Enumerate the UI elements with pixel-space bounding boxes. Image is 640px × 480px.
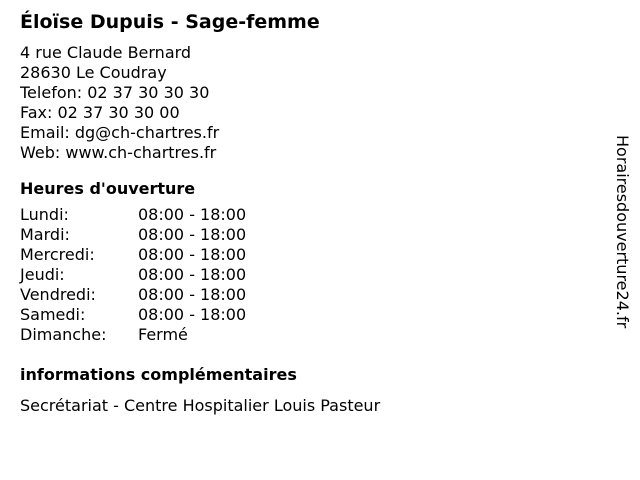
day-label: Mardi: — [20, 225, 70, 244]
time-value: 08:00 - 18:00 — [138, 305, 247, 324]
additional-info-text: Secrétariat - Centre Hospitalier Louis Pasteur — [20, 396, 381, 415]
address-city: 28630 Le Coudray — [20, 63, 167, 82]
day-label: Lundi: — [20, 205, 69, 224]
hours-row-monday — [20, 205, 600, 225]
time-value: 08:00 - 18:00 — [138, 245, 247, 264]
hours-row-friday — [20, 285, 600, 305]
hours-row-saturday — [20, 305, 600, 325]
web-text: Web: www.ch-chartres.fr — [20, 143, 217, 162]
day-label: Vendredi: — [20, 285, 96, 304]
opening-hours-table — [20, 205, 600, 345]
time-value: 08:00 - 18:00 — [138, 265, 247, 284]
fax-text: Fax: 02 37 30 30 00 — [20, 103, 180, 122]
opening-hours-heading: Heures d'ouverture — [20, 179, 196, 198]
hours-row-thursday — [20, 265, 600, 285]
day-label: Mercredi: — [20, 245, 95, 264]
address-street: 4 rue Claude Bernard — [20, 43, 192, 62]
hours-row-sunday — [20, 325, 600, 345]
day-label: Samedi: — [20, 305, 86, 324]
time-value: Fermé — [138, 325, 188, 344]
site-watermark: Horairesdouverture24.fr — [613, 135, 632, 329]
business-title: Éloïse Dupuis - Sage-femme — [20, 11, 320, 33]
day-label: Dimanche: — [20, 325, 107, 344]
phone-text: Telefon: 02 37 30 30 30 — [20, 83, 210, 102]
day-label: Jeudi: — [20, 265, 65, 284]
time-value: 08:00 - 18:00 — [138, 205, 247, 224]
additional-info-heading: informations complémentaires — [20, 365, 297, 384]
hours-row-wednesday — [20, 245, 600, 265]
time-value: 08:00 - 18:00 — [138, 225, 247, 244]
hours-row-tuesday — [20, 225, 600, 245]
time-value: 08:00 - 18:00 — [138, 285, 247, 304]
business-card — [20, 8, 600, 416]
email-text: Email: dg@ch-chartres.fr — [20, 123, 220, 142]
